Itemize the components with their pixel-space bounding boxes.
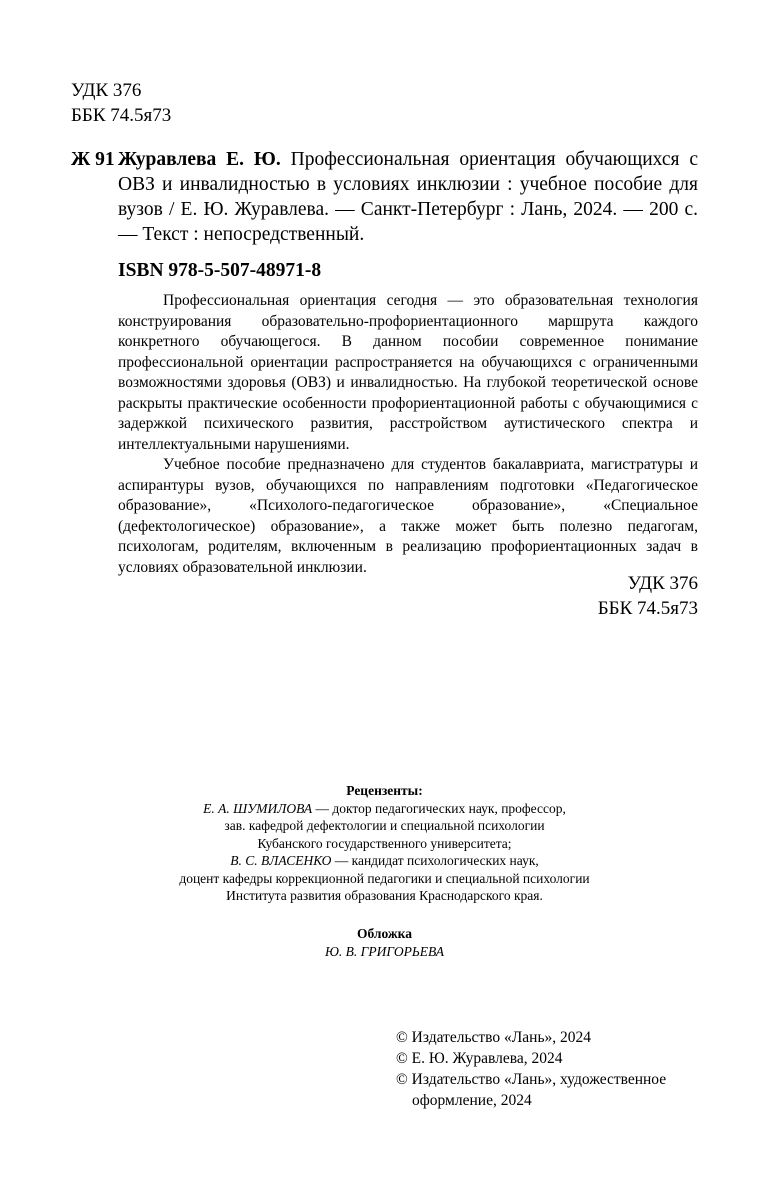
classification-top xyxy=(71,78,171,128)
author-mark: Ж 91 xyxy=(71,149,115,170)
annotation xyxy=(118,291,698,578)
bbk-code: ББК 74.5я73 xyxy=(597,598,698,619)
cover-designer-name: Ю. В. ГРИГОРЬЕВА xyxy=(324,943,445,959)
reviewer-title: — доктор педагогических наук, профессор, xyxy=(312,800,566,816)
reviewer-line: доцент кафедры коррекционной педагогики и специальной психологии xyxy=(179,870,590,886)
copyright-line: © Издательство «Лань», художественное оформление, 2024 xyxy=(396,1071,667,1109)
reviewer-title: — кандидат психологических наук, xyxy=(331,853,539,868)
udk-code: УДК 376 xyxy=(71,80,142,101)
reviewer-name: В. С. ВЛАСЕНКО xyxy=(230,853,332,868)
reviewer-line: Кубанского государственного университета; xyxy=(257,835,512,851)
bbk-code: ББК 74.5я73 xyxy=(71,105,172,126)
reviewer-line xyxy=(0,800,769,818)
description-text: Профессиональная ориентация обучающихся с ОВЗ и инвалидностью в условиях инклюзии : учебное пособие для вузов / Е. Ю. Журавлева. — Санкт-Петербург : Лань, 2024. — 200 с. — Текст : непосредственный. xyxy=(118,149,698,245)
reviewer-line xyxy=(0,852,769,870)
cover-heading: Обложка xyxy=(356,926,412,941)
udk-code: УДК 376 xyxy=(627,573,698,594)
copyright-block xyxy=(396,1027,696,1111)
reviewer-line: Института развития образования Краснодарского края. xyxy=(226,888,543,903)
isbn: ISBN 978-5-507-48971-8 xyxy=(118,260,322,281)
cover-credit xyxy=(0,925,769,960)
annotation-paragraph: Профессиональная ориентация сегодня — это образовательная технология конструирования образовательно-профориентационного маршрута каждого конкретного обучающегося. В данном пособии современное понимание профессиональной ориентации распространяется на обучающихся с ограниченными возможностями здоровья (ОВЗ) и инвалидностью. На глубокой теоретической основе раскрыты практические особенности профориентационной работы с обучающимися с задержкой психического развития, расстройством аутистического спектра и интеллектуальными нарушениями. xyxy=(118,292,698,453)
annotation-paragraph: Учебное пособие предназначено для студентов бакалавриата, магистратуры и аспирантуры вузов, обучающихся по направлениям подготовки «Педагогическое образование», «Психолого-педагогическое образование», «Специальное (дефектологическое) образование», а также может быть полезно педагогам, психологам, родителям, включенным в реализацию профориентационных задач в условиях образовательной инклюзии. xyxy=(118,456,698,576)
author-name: Журавлева Е. Ю. xyxy=(118,149,281,170)
reviewer-name: Е. А. ШУМИЛОВА xyxy=(203,800,313,816)
copyright-line: © Издательство «Лань», 2024 xyxy=(396,1029,592,1046)
classification-bottom xyxy=(598,571,698,621)
bibliographic-record xyxy=(71,147,698,247)
copyright-line: © Е. Ю. Журавлева, 2024 xyxy=(396,1050,563,1067)
reviewers-heading: Рецензенты: xyxy=(346,783,423,798)
reviewer-line: зав. кафедрой дефектологии и специальной психологии xyxy=(224,818,545,833)
reviewers-block xyxy=(0,782,769,905)
bibliographic-description xyxy=(118,147,698,247)
